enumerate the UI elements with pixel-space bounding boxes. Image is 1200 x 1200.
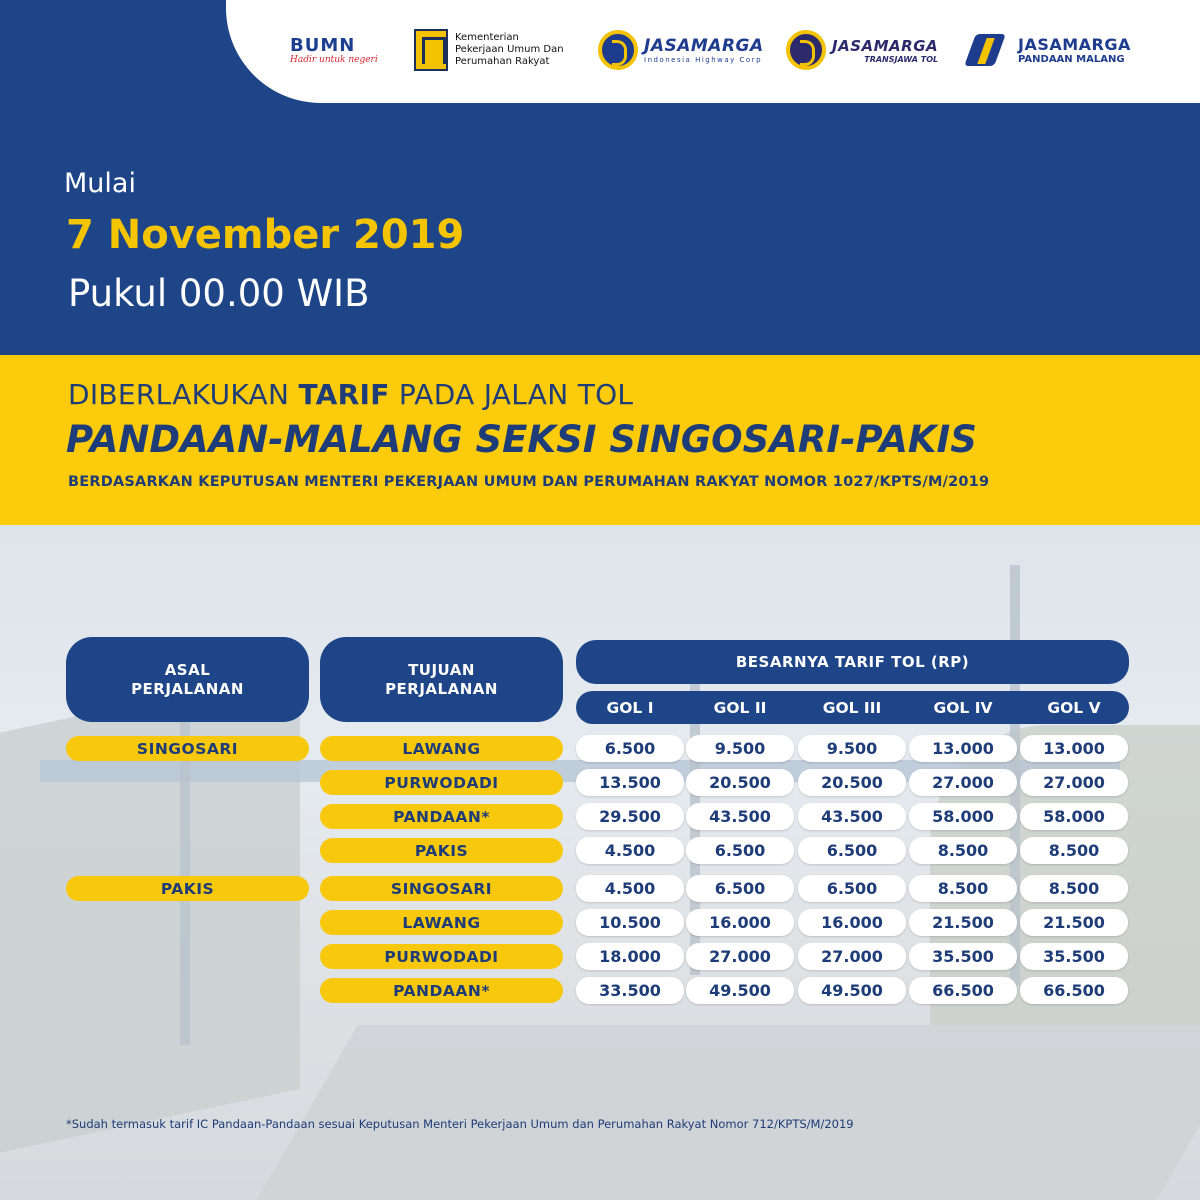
tariff-cell: 6.500 (576, 735, 684, 762)
footnote: *Sudah termasuk tarif IC Pandaan-Pandaan sesuai Keputusan Menteri Pekerjaan Umum dan Perumahan Rakyat Nomor 712/KPTS/M/2019 (66, 1117, 854, 1131)
destination-cell: PURWODADI (320, 770, 563, 795)
tariff-cell: 20.500 (798, 769, 906, 796)
bumn-logo (290, 22, 378, 78)
class-header-gol-5: GOL V (1047, 698, 1101, 717)
tariff-cell: 49.500 (798, 977, 906, 1004)
bumn-logo-word: BUMN (290, 35, 356, 56)
jasamarga-emblem-icon (598, 30, 638, 70)
tariff-cell: 9.500 (686, 735, 794, 762)
announcement-title: PANDAAN-MALANG SEKSI SINGOSARI-PAKIS (66, 418, 977, 461)
tariff-cell: 8.500 (909, 875, 1017, 902)
header-origin-line-2: PERJALANAN (131, 679, 244, 698)
pandaan-malang-logo-sub: PANDAAN MALANG (1018, 54, 1125, 65)
start-date: 7 November 2019 (66, 212, 465, 258)
destination-cell: PANDAAN* (320, 804, 563, 829)
tariff-cell: 16.000 (798, 909, 906, 936)
tariff-cell: 27.000 (1020, 769, 1128, 796)
road-shape (242, 1025, 1200, 1200)
tariff-cell: 13.000 (909, 735, 1017, 762)
tariff-cell: 43.500 (686, 803, 794, 830)
destination-cell: SINGOSARI (320, 876, 563, 901)
pandaan-malang-logo (966, 22, 1131, 78)
pupr-line-3: Perumahan Rakyat (455, 56, 550, 67)
tariff-cell: 13.500 (576, 769, 684, 796)
class-header-gol-4: GOL IV (933, 698, 993, 717)
destination-cell: PANDAAN* (320, 978, 563, 1003)
announcement-line-1-bold: TARIF (298, 378, 390, 411)
tariff-cell: 9.500 (798, 735, 906, 762)
tariff-cell: 16.000 (686, 909, 794, 936)
pandaan-malang-emblem-icon (966, 28, 1012, 72)
transjawa-logo (786, 22, 938, 78)
tariff-cell: 58.000 (1020, 803, 1128, 830)
start-time: Pukul 00.00 WIB (68, 272, 370, 315)
origin-singosari: SINGOSARI (66, 736, 309, 761)
pupr-logo (414, 22, 564, 78)
pupr-line-1: Kementerian (455, 32, 519, 43)
jasamarga-logo (598, 22, 764, 78)
pupr-logo-text (455, 32, 564, 68)
class-header-gol-2: GOL II (713, 698, 767, 717)
logo-bar (226, 0, 1200, 103)
tariff-cell: 27.000 (686, 943, 794, 970)
tariff-cell: 21.500 (909, 909, 1017, 936)
class-header-gol-1: GOL I (606, 698, 654, 717)
bumn-logo-tagline: Hadir untuk negeri (290, 55, 378, 65)
header-origin (66, 637, 309, 722)
tariff-cell: 35.500 (909, 943, 1017, 970)
header-destination-line-2: PERJALANAN (385, 679, 498, 698)
tariff-cell: 10.500 (576, 909, 684, 936)
pupr-line-2: Pekerjaan Umum Dan (455, 44, 564, 55)
transjawa-emblem-icon (786, 30, 826, 70)
destination-cell: LAWANG (320, 736, 563, 761)
announcement-line-1-post: PADA JALAN TOL (398, 378, 634, 411)
transjawa-logo-word: JASAMARGA (832, 36, 939, 55)
transjawa-logo-sub: TRANSJAWA TOL (864, 54, 939, 64)
tariff-cell: 27.000 (909, 769, 1017, 796)
tariff-cell: 4.500 (576, 837, 684, 864)
tariff-cell: 8.500 (909, 837, 1017, 864)
jasamarga-logo-word: JASAMARGA (644, 36, 764, 56)
tariff-cell: 20.500 (686, 769, 794, 796)
origin-pakis: PAKIS (66, 876, 309, 901)
tariff-cell: 58.000 (909, 803, 1017, 830)
header-origin-line-1: ASAL (164, 660, 211, 679)
announcement-basis: BERDASARKAN KEPUTUSAN MENTERI PEKERJAAN UMUM DAN PERUMAHAN RAKYAT NOMOR 1027/KPTS/M/2019 (68, 474, 990, 490)
tariff-cell: 66.500 (909, 977, 1017, 1004)
tariff-cell: 49.500 (686, 977, 794, 1004)
tariff-cell: 43.500 (798, 803, 906, 830)
tariff-cell: 6.500 (686, 875, 794, 902)
destination-cell: LAWANG (320, 910, 563, 935)
pandaan-malang-logo-word: JASAMARGA (1018, 35, 1131, 54)
tariff-cell: 29.500 (576, 803, 684, 830)
header-panel (0, 0, 1200, 355)
tariff-cell: 8.500 (1020, 837, 1128, 864)
destination-cell: PURWODADI (320, 944, 563, 969)
pupr-emblem-icon (414, 29, 448, 71)
tariff-cell: 35.500 (1020, 943, 1128, 970)
header-destination (320, 637, 563, 722)
tariff-cell: 4.500 (576, 875, 684, 902)
tariff-cell: 6.500 (686, 837, 794, 864)
announcement-line-1 (68, 378, 633, 411)
destination-cell: PAKIS (320, 838, 563, 863)
tariff-cell: 33.500 (576, 977, 684, 1004)
tariff-cell: 18.000 (576, 943, 684, 970)
class-header-gol-3: GOL III (822, 698, 882, 717)
tariff-cell: 13.000 (1020, 735, 1128, 762)
tariff-cell: 6.500 (798, 875, 906, 902)
tariff-cell: 66.500 (1020, 977, 1128, 1004)
jasamarga-logo-sub: Indonesia Highway Corp (644, 56, 763, 64)
header-destination-line-1: TUJUAN (408, 660, 475, 679)
tariff-cell: 8.500 (1020, 875, 1128, 902)
tariff-cell: 27.000 (798, 943, 906, 970)
tariff-cell: 21.500 (1020, 909, 1128, 936)
header-tariff: BESARNYA TARIF TOL (RP) (576, 640, 1129, 684)
start-label: Mulai (64, 168, 136, 199)
announcement-line-1-pre: DIBERLAKUKAN (68, 378, 290, 411)
tariff-cell: 6.500 (798, 837, 906, 864)
